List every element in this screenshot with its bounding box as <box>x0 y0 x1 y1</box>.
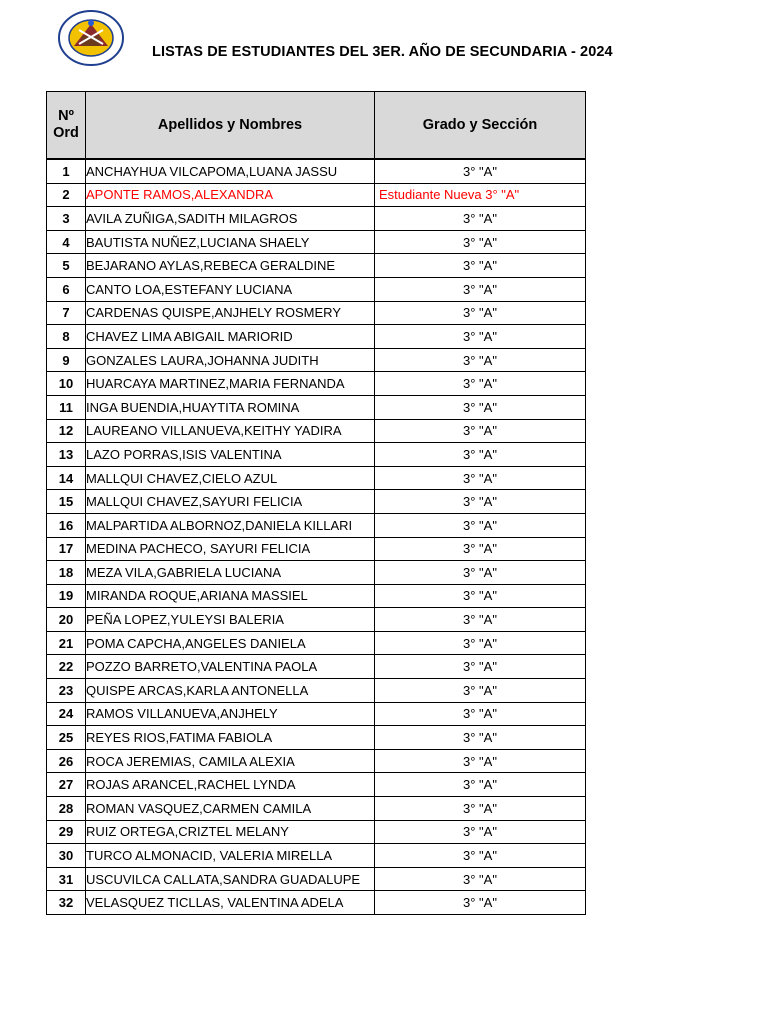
row-number: 14 <box>47 466 86 490</box>
student-name: REYES RIOS,FATIMA FABIOLA <box>86 726 375 750</box>
table-row <box>47 797 586 821</box>
row-number: 24 <box>47 702 86 726</box>
student-name: HUARCAYA MARTINEZ,MARIA FERNANDA <box>86 372 375 396</box>
table-row <box>47 537 586 561</box>
grade-section: 3° "A" <box>375 301 586 325</box>
grade-section: 3° "A" <box>375 207 586 231</box>
student-name: VELASQUEZ TICLLAS, VALENTINA ADELA <box>86 891 375 915</box>
student-name: USCUVILCA CALLATA,SANDRA GUADALUPE <box>86 867 375 891</box>
table-header-row <box>47 92 586 159</box>
table-row <box>47 655 586 679</box>
student-name: ROJAS ARANCEL,RACHEL LYNDA <box>86 773 375 797</box>
student-name: CHAVEZ LIMA ABIGAIL MARIORID <box>86 325 375 349</box>
student-name: MEZA VILA,GABRIELA LUCIANA <box>86 561 375 585</box>
student-name: ANCHAYHUA VILCAPOMA,LUANA JASSU <box>86 160 375 184</box>
table-row <box>47 773 586 797</box>
grade-section: 3° "A" <box>375 749 586 773</box>
table-row <box>47 490 586 514</box>
table-row <box>47 160 586 184</box>
student-name: MIRANDA ROQUE,ARIANA MASSIEL <box>86 584 375 608</box>
grade-section: 3° "A" <box>375 608 586 632</box>
row-number: 22 <box>47 655 86 679</box>
table-row <box>47 513 586 537</box>
grade-section: 3° "A" <box>375 773 586 797</box>
students-table <box>46 91 586 915</box>
table-row <box>47 395 586 419</box>
grade-section: 3° "A" <box>375 254 586 278</box>
student-name: MALLQUI CHAVEZ,SAYURI FELICIA <box>86 490 375 514</box>
student-name: GONZALES LAURA,JOHANNA JUDITH <box>86 348 375 372</box>
grade-section: 3° "A" <box>375 820 586 844</box>
grade-section: 3° "A" <box>375 537 586 561</box>
grade-section: 3° "A" <box>375 867 586 891</box>
row-number: 8 <box>47 325 86 349</box>
grade-section: 3° "A" <box>375 844 586 868</box>
student-name: INGA BUENDIA,HUAYTITA ROMINA <box>86 395 375 419</box>
table-row <box>47 631 586 655</box>
row-number: 11 <box>47 395 86 419</box>
student-name: RUIZ ORTEGA,CRIZTEL MELANY <box>86 820 375 844</box>
table-row <box>47 702 586 726</box>
table-row <box>47 372 586 396</box>
grade-section: 3° "A" <box>375 584 586 608</box>
table-row <box>47 348 586 372</box>
grade-section: 3° "A" <box>375 395 586 419</box>
grade-section: 3° "A" <box>375 726 586 750</box>
student-name: LAZO PORRAS,ISIS VALENTINA <box>86 443 375 467</box>
student-name: LAUREANO VILLANUEVA,KEITHY YADIRA <box>86 419 375 443</box>
table-row <box>47 277 586 301</box>
row-number: 23 <box>47 679 86 703</box>
table-row <box>47 584 586 608</box>
grade-section: 3° "A" <box>375 891 586 915</box>
row-number: 29 <box>47 820 86 844</box>
row-number: 27 <box>47 773 86 797</box>
student-name: APONTE RAMOS,ALEXANDRA <box>86 183 375 207</box>
row-number: 20 <box>47 608 86 632</box>
row-number: 13 <box>47 443 86 467</box>
table-row <box>47 325 586 349</box>
grade-section: 3° "A" <box>375 679 586 703</box>
student-name: BAUTISTA NUÑEZ,LUCIANA SHAELY <box>86 230 375 254</box>
grade-section: 3° "A" <box>375 419 586 443</box>
student-name: QUISPE ARCAS,KARLA ANTONELLA <box>86 679 375 703</box>
row-number: 2 <box>47 183 86 207</box>
row-number: 5 <box>47 254 86 278</box>
row-number: 3 <box>47 207 86 231</box>
table-row <box>47 443 586 467</box>
table-row <box>47 466 586 490</box>
student-name: ROMAN VASQUEZ,CARMEN CAMILA <box>86 797 375 821</box>
row-number: 18 <box>47 561 86 585</box>
row-number: 9 <box>47 348 86 372</box>
row-number: 26 <box>47 749 86 773</box>
row-number: 30 <box>47 844 86 868</box>
row-number: 15 <box>47 490 86 514</box>
grade-section: 3° "A" <box>375 513 586 537</box>
grade-section: 3° "A" <box>375 443 586 467</box>
row-number: 7 <box>47 301 86 325</box>
column-header-number-line1: Nº <box>58 108 74 124</box>
row-number: 32 <box>47 891 86 915</box>
student-name: CARDENAS QUISPE,ANJHELY ROSMERY <box>86 301 375 325</box>
column-header-grade: Grado y Sección <box>375 92 586 159</box>
row-number: 31 <box>47 867 86 891</box>
grade-section: Estudiante Nueva 3° "A" <box>375 183 586 207</box>
table-row <box>47 820 586 844</box>
table-row <box>47 207 586 231</box>
table-row <box>47 749 586 773</box>
student-name: CANTO LOA,ESTEFANY LUCIANA <box>86 277 375 301</box>
table-row <box>47 561 586 585</box>
column-header-number-line2: Ord <box>53 125 79 141</box>
row-number: 6 <box>47 277 86 301</box>
row-number: 12 <box>47 419 86 443</box>
table-row <box>47 183 586 207</box>
table-row <box>47 301 586 325</box>
table-row <box>47 679 586 703</box>
table-body <box>47 159 586 915</box>
table-row <box>47 844 586 868</box>
row-number: 17 <box>47 537 86 561</box>
row-number: 16 <box>47 513 86 537</box>
grade-section: 3° "A" <box>375 702 586 726</box>
student-name: BEJARANO AYLAS,REBECA GERALDINE <box>86 254 375 278</box>
column-header-name: Apellidos y Nombres <box>86 92 375 159</box>
student-name: MEDINA PACHECO, SAYURI FELICIA <box>86 537 375 561</box>
row-number: 25 <box>47 726 86 750</box>
table-row <box>47 867 586 891</box>
table-row <box>47 891 586 915</box>
table-row <box>47 254 586 278</box>
student-name: MALPARTIDA ALBORNOZ,DANIELA KILLARI <box>86 513 375 537</box>
student-name: POZZO BARRETO,VALENTINA PAOLA <box>86 655 375 679</box>
grade-section: 3° "A" <box>375 372 586 396</box>
row-number: 4 <box>47 230 86 254</box>
student-name: POMA CAPCHA,ANGELES DANIELA <box>86 631 375 655</box>
row-number: 19 <box>47 584 86 608</box>
student-name: ROCA JEREMIAS, CAMILA ALEXIA <box>86 749 375 773</box>
grade-section: 3° "A" <box>375 631 586 655</box>
row-number: 21 <box>47 631 86 655</box>
grade-section: 3° "A" <box>375 561 586 585</box>
grade-section: 3° "A" <box>375 797 586 821</box>
table-row <box>47 608 586 632</box>
grade-section: 3° "A" <box>375 490 586 514</box>
row-number: 1 <box>47 160 86 184</box>
grade-section: 3° "A" <box>375 348 586 372</box>
student-name: AVILA ZUÑIGA,SADITH MILAGROS <box>86 207 375 231</box>
grade-section: 3° "A" <box>375 230 586 254</box>
grade-section: 3° "A" <box>375 466 586 490</box>
school-logo <box>58 10 130 66</box>
column-header-number <box>47 92 86 159</box>
table-row <box>47 419 586 443</box>
table-row <box>47 726 586 750</box>
row-number: 10 <box>47 372 86 396</box>
page-title: LISTAS DE ESTUDIANTES DEL 3ER. AÑO DE SECUNDARIA - 2024 <box>152 44 613 60</box>
student-name: MALLQUI CHAVEZ,CIELO AZUL <box>86 466 375 490</box>
row-number: 28 <box>47 797 86 821</box>
grade-section: 3° "A" <box>375 160 586 184</box>
student-name: RAMOS VILLANUEVA,ANJHELY <box>86 702 375 726</box>
table-row <box>47 230 586 254</box>
student-name: TURCO ALMONACID, VALERIA MIRELLA <box>86 844 375 868</box>
grade-section: 3° "A" <box>375 277 586 301</box>
student-name: PEÑA LOPEZ,YULEYSI BALERIA <box>86 608 375 632</box>
grade-section: 3° "A" <box>375 655 586 679</box>
grade-section: 3° "A" <box>375 325 586 349</box>
